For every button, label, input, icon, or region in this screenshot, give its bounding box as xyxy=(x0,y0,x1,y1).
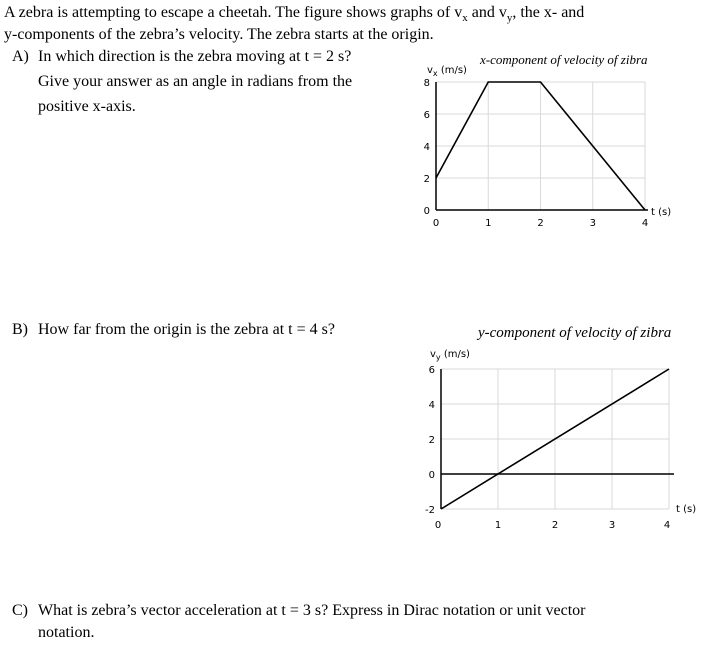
chart-vx-x-axis-label: t (s) xyxy=(651,207,672,218)
question-a-line-1: In which direction is the zebra moving at t = 2 s? xyxy=(38,48,352,65)
chart-vx-x-tick-3: 3 xyxy=(589,218,596,229)
chart-vy-y-tick-2: 2 xyxy=(428,435,435,446)
chart-vx-y-tick-0: 0 xyxy=(423,206,430,217)
chart-vy-layer xyxy=(425,349,696,531)
intro-line-2: y-components of the zebra’s velocity. The zebra starts at the origin. xyxy=(4,26,434,43)
intro-line-1-mid: and v xyxy=(467,4,507,21)
intro-sub-x: x xyxy=(462,12,468,25)
chart-vy-y-axis-label: $v_y$ (m/s) xyxy=(430,349,470,362)
chart-vy-x-tick-3: 3 xyxy=(608,520,616,531)
intro-line-1-end: , the x- and xyxy=(512,4,585,21)
question-a-line-2: Give your answer as an angle in radians from the xyxy=(38,73,353,90)
chart-vx-x-tick-1: 1 xyxy=(485,218,492,229)
question-a-line-3: positive x-axis. xyxy=(38,98,136,115)
chart-vy-x-tick-2: 2 xyxy=(551,520,559,531)
chart-vx-y-tick-4: 8 xyxy=(423,78,430,89)
chart-vy-y-tick-3: 4 xyxy=(428,400,435,411)
chart-vx-layer xyxy=(424,65,672,229)
chart-vx-x-tick-2: 2 xyxy=(537,218,544,229)
intro-sub-y: y xyxy=(506,12,513,25)
chart-vy-x-tick-4: 4 xyxy=(663,520,671,531)
chart-vy-x-axis-label: t (s) xyxy=(676,504,697,515)
chart-vy-x-tick-1: 1 xyxy=(494,520,502,531)
chart-vx-y-axis-label: $v_x$ (m/s) xyxy=(427,65,467,78)
chart-vx-x-tick-0: 0 xyxy=(432,218,440,229)
question-a-label: A) xyxy=(12,48,29,65)
question-c-line-2: notation. xyxy=(38,624,95,641)
intro-line-1-text: A zebra is attempting to escape a cheetah. The figure shows graphs of v xyxy=(4,4,463,21)
chart-vy-y-tick-1: 0 xyxy=(428,470,435,481)
chart-vy-y-tick-4: 6 xyxy=(428,365,435,376)
chart-vx-y-tick-3: 6 xyxy=(423,110,430,121)
chart-vy-x-tick-0: 0 xyxy=(434,520,442,531)
question-b-label: B) xyxy=(12,321,28,338)
chart-vx-y-tick-2: 4 xyxy=(423,142,430,153)
chart-vy-y-tick-0: -2 xyxy=(425,505,435,516)
chart-vx-y-tick-1: 2 xyxy=(423,174,430,185)
chart-vy-title: y-component of velocity of zibra xyxy=(478,325,672,341)
chart-vx-title: x-component of velocity of zibra xyxy=(480,52,648,67)
question-b-line-1: How far from the origin is the zebra at t = 4 s? xyxy=(38,321,335,338)
question-c-line-1: What is zebra’s vector acceleration at t = 3 s? Express in Dirac notation or unit vector xyxy=(38,602,586,619)
question-c-label: C) xyxy=(12,602,28,619)
chart-vx-x-tick-4: 4 xyxy=(641,218,649,229)
